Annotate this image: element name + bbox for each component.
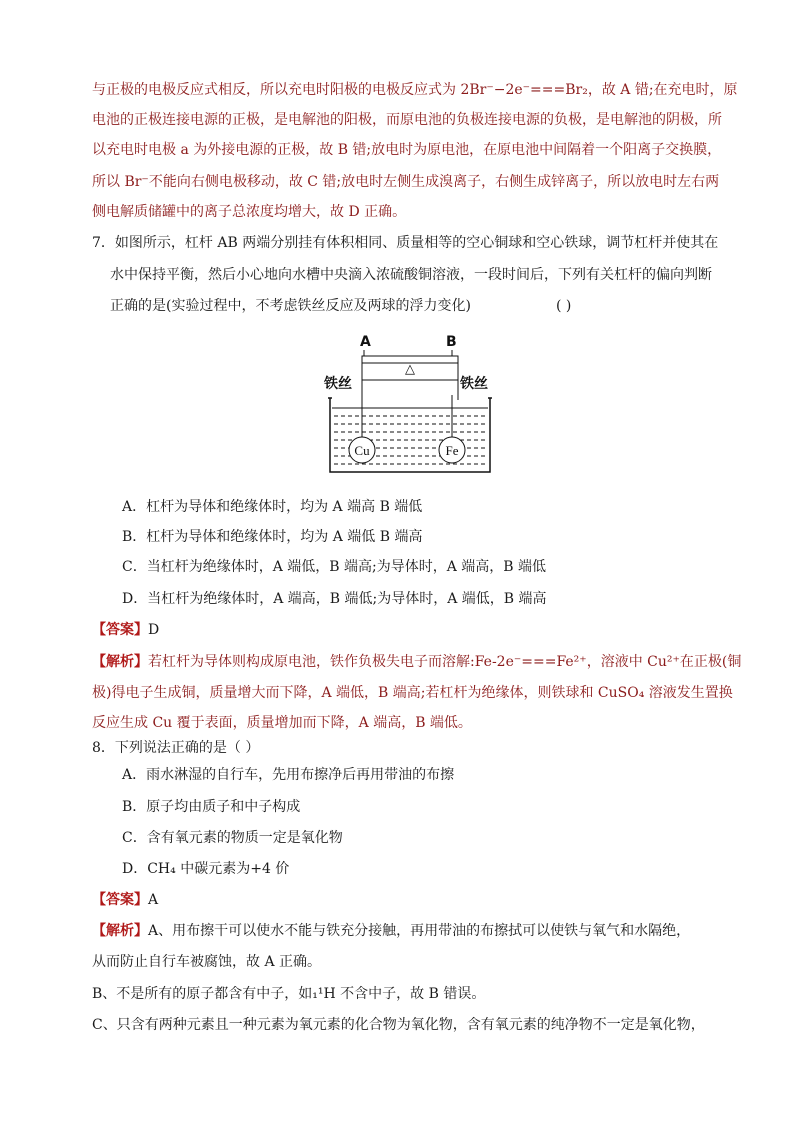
iron-ball-label: Fe [445, 443, 459, 458]
wire-label-left: 铁丝 [324, 376, 352, 392]
q7-option-d: D．当杠杆为绝缘体时，A 端高，B 端低;为导体时，A 端低，B 端高 [122, 591, 547, 607]
q8-stem: 8．下列说法正确的是（ ） [92, 740, 260, 756]
q7-answer-tag: 【答案】 [92, 622, 148, 638]
lever-label-b: B [446, 334, 457, 350]
pivot-icon: △ [405, 362, 415, 377]
q8-analysis-line-4: C、只含有两种元素且一种元素为氧元素的化合物为氧化物，含有氧元素的纯净物不一定是氧化物， [92, 1017, 705, 1033]
intro-line-4: 所以 Br⁻不能向右侧电极移动，故 C 错;放电时左侧生成溴离子，右侧生成锌离子，所以放电时左右两 [92, 174, 720, 190]
wire-label-right: 铁丝 [460, 376, 488, 392]
q8-analysis-tag: 【解析】 [92, 923, 148, 939]
q7-analysis-line-1: 【解析】若杠杆为导体则构成原电池，铁作负极失电子而溶解:Fe-2e⁻===Fe²⁺，溶液中 Cu²⁺在正极(铜 [92, 654, 742, 670]
q8-answer [92, 890, 158, 910]
q8-option-b: B．原子均由质子和中子构成 [122, 799, 301, 815]
q7-stem-line-3: 正确的是(实验过程中，不考虑铁丝反应及两球的浮力变化) [110, 298, 471, 314]
intro-line-2: 电池的正极连接电源的正极，是电解池的阳极，而原电池的负极连接电源的负极，是电解池的阴极，所 [92, 112, 722, 128]
q8-analysis-line-2: 从而防止自行车被腐蚀，故 A 正确。 [92, 954, 322, 970]
q7-option-b: B．杠杆为导体和绝缘体时，均为 A 端低 B 端高 [122, 529, 423, 545]
q7-answer-value: D [148, 622, 160, 638]
q8-answer-value: A [148, 892, 159, 908]
q8-analysis-line-1: 【解析】A、用布擦干可以使水不能与铁充分接触，再用带油的布擦拭可以使铁与氧气和水隔绝， [92, 923, 691, 939]
q7-stem-line-2: 水中保持平衡，然后小心地向水槽中央滴入浓硫酸铜溶液，一段时间后，下列有关杠杆的偏向判断 [110, 267, 712, 283]
q7-lever-diagram [322, 330, 502, 480]
q8-option-a: A．雨水淋湿的自行车，先用布擦净后再用带油的布擦 [122, 767, 455, 783]
intro-line-5: 侧电解质储罐中的离子总浓度均增大，故 D 正确。 [92, 204, 407, 220]
q8-option-d: D．CH₄ 中碳元素为+4 价 [122, 861, 290, 877]
q7-option-c: C．当杠杆为绝缘体时，A 端低，B 端高;为导体时，A 端高，B 端低 [122, 559, 547, 575]
q8-option-c: C．含有氧元素的物质一定是氧化物 [122, 830, 343, 846]
q8-analysis-line-3: B、不是所有的原子都含有中子，如₁¹H 不含中子，故 B 错误。 [92, 986, 486, 1002]
q7-analysis-line-2: 极)得电子生成铜，质量增大而下降，A 端低，B 端高;若杠杆为绝缘体，则铁球和 CuSO₄ 溶液发生置换 [92, 685, 733, 701]
q7-stem-line-1: 7．如图所示，杠杆 AB 两端分别挂有体积相同、质量相等的空心铜球和空心铁球，调节杠杆并使其在 [92, 235, 719, 251]
q8-answer-tag: 【答案】 [92, 892, 148, 908]
q7-answer [92, 620, 159, 640]
q7-analysis-line-3: 反应生成 Cu 覆于表面，质量增加而下降，A 端高，B 端低。 [92, 715, 472, 731]
intro-line-3: 以充电时电极 a 为外接电源的正极，故 B 错;放电时为原电池，在原电池中间隔着一个阳离子交换膜， [92, 142, 722, 158]
lever-label-a: A [360, 334, 371, 350]
q7-option-a: A．杠杆为导体和绝缘体时，均为 A 端高 B 端低 [122, 499, 423, 515]
water-tank [330, 398, 490, 472]
intro-line-1: 与正极的电极反应式相反，所以充电时阳极的电极反应式为 2Br⁻−2e⁻===Br₂，故 A 错;在充电时，原 [92, 82, 738, 98]
q7-analysis-tag: 【解析】 [92, 654, 148, 670]
copper-ball-label: Cu [354, 443, 370, 458]
q7-answer-blank: ( ) [556, 298, 572, 314]
